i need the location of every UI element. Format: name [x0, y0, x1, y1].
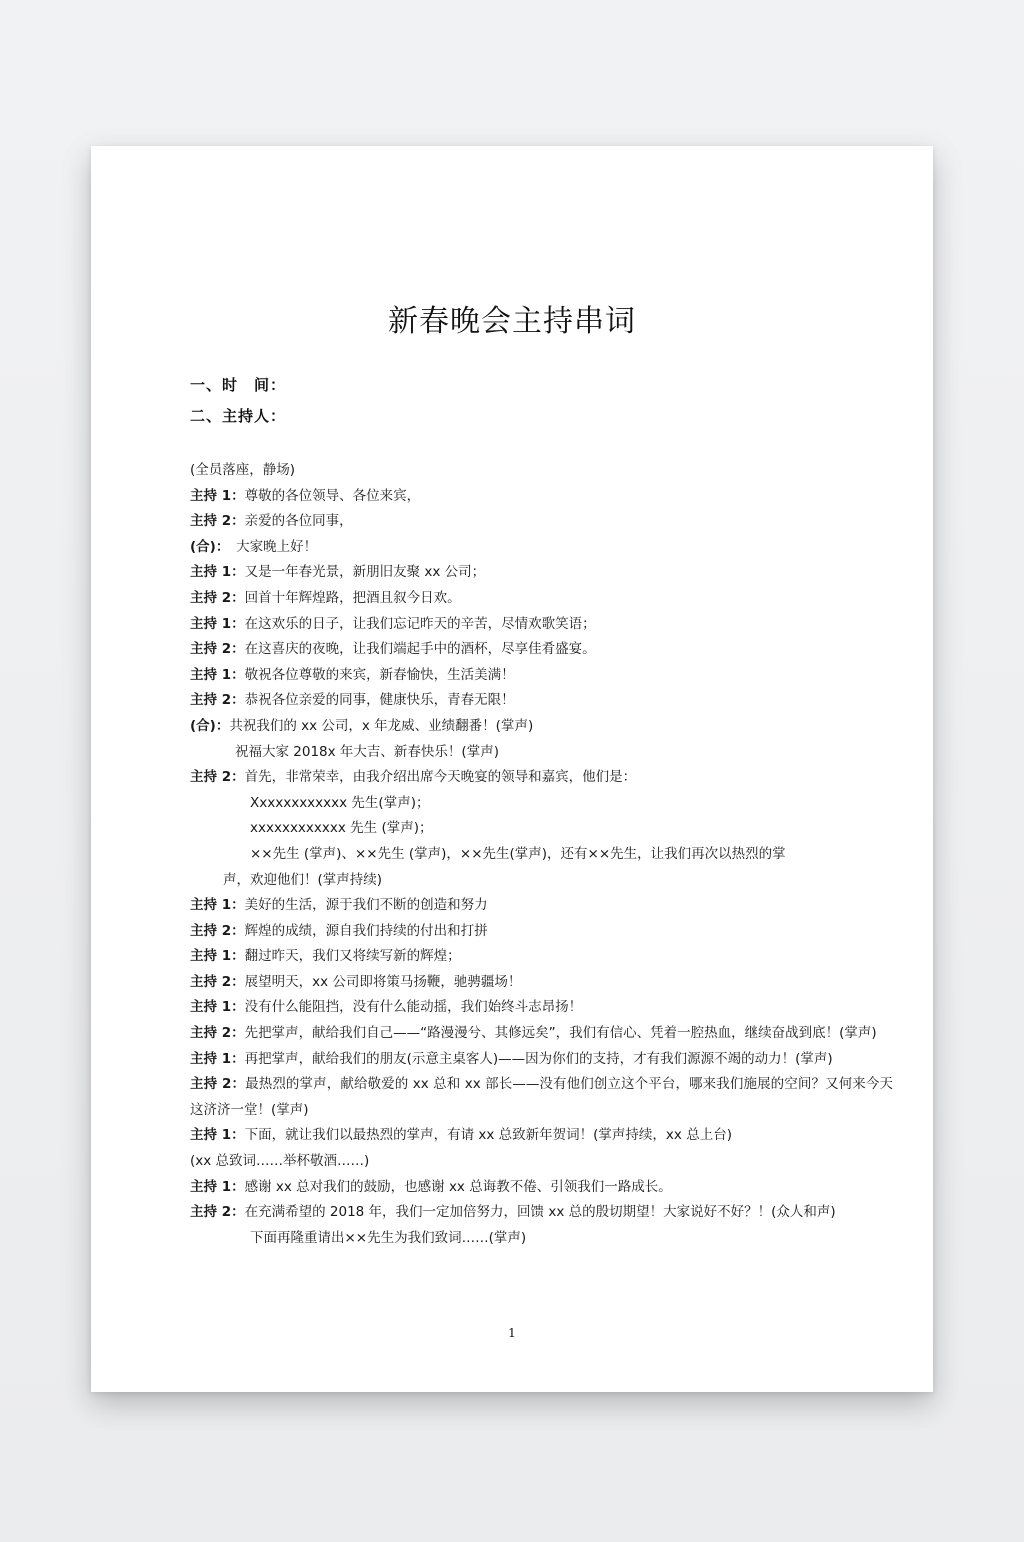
- script-line: [190, 765, 893, 791]
- host-heading: 二、主持人：: [190, 407, 287, 425]
- line-text: 辉煌的成绩，源自我们持续的付出和打拼: [244, 922, 488, 939]
- script-line: [190, 1123, 893, 1149]
- line-text: 共祝我们的 xx 公司，x 年龙威、业绩翻番！(掌声): [229, 717, 534, 734]
- speaker-label: 主持 2：: [190, 692, 245, 709]
- time-heading: 一、时 间：: [190, 376, 287, 394]
- script-line: [190, 509, 893, 535]
- script-line: [190, 995, 893, 1021]
- line-text: 没有什么能阻挡，没有什么能动摇，我们始终斗志昂扬！: [244, 999, 583, 1016]
- line-text: Xxxxxxxxxxxx 先生(掌声)；: [250, 794, 430, 811]
- line-text: xxxxxxxxxxxx 先生 (掌声)；: [250, 820, 433, 837]
- script-line: [190, 484, 893, 510]
- line-text: 先把掌声，献给我们自己——“路漫漫兮、其修远矣”，我们有信心、凭着一腔热血，继续奋战到底！(掌声): [244, 1025, 877, 1042]
- speaker-label: 主持 2：: [190, 641, 245, 658]
- speaker-label: 主持 2：: [190, 589, 245, 606]
- speaker-label: 主持 2：: [190, 1204, 245, 1221]
- line-text: 声，欢迎他们！(掌声持续): [223, 871, 383, 888]
- line-text: 展望明天，xx 公司即将策马扬鞭，驰骋疆场！: [244, 973, 522, 990]
- speaker-label: 主持 1：: [190, 1050, 245, 1067]
- line-text: (xx 总致词……举杯敬酒……): [190, 1153, 370, 1170]
- script-line: [190, 535, 893, 561]
- line-text: 感谢 xx 总对我们的鼓励，也感谢 xx 总诲教不倦、引领我们一路成长。: [244, 1178, 672, 1195]
- line-text: 敬祝各位尊敬的来宾，新春愉快，生活美满！: [244, 666, 515, 683]
- line-text: 在充满希望的 2018 年，我们一定加倍努力，回馈 xx 总的殷切期望！大家说好不好？！(众人和声): [244, 1204, 836, 1221]
- script-line: [190, 1226, 893, 1252]
- speaker-label: 主持 2：: [190, 513, 245, 530]
- script-line: [190, 919, 893, 945]
- line-text: 祝福大家 2018x 年大吉、新春快乐！(掌声): [235, 743, 499, 760]
- script-line: [190, 893, 893, 919]
- speaker-label: 主持 1：: [190, 897, 245, 914]
- speaker-label: 主持 2：: [190, 1025, 245, 1042]
- speaker-label: 主持 1：: [190, 1127, 245, 1144]
- line-text: 最热烈的掌声，献给敬爱的 xx 总和 xx 部长——没有他们创立这个平台，哪来我们施展的空间？又何来今天这济济一堂！(掌声): [190, 1076, 894, 1118]
- script-line: [190, 970, 893, 996]
- script-line: [190, 868, 893, 894]
- document-page: [91, 146, 933, 1392]
- script-line: [190, 637, 893, 663]
- line-text: (全员落座，静场): [190, 462, 296, 478]
- speaker-label: 主持 1：: [190, 999, 245, 1016]
- script-body: [190, 458, 893, 1251]
- line-text: 再把掌声，献给我们的朋友(示意主桌客人)——因为你们的支持，才有我们源源不竭的动力！(掌声): [244, 1050, 833, 1067]
- speaker-label: 主持 2：: [190, 1076, 246, 1093]
- speaker-label: 主持 1：: [190, 564, 245, 581]
- script-line: [190, 586, 893, 612]
- speaker-label: 主持 1：: [190, 615, 245, 632]
- speaker-label: (合)：: [190, 717, 230, 734]
- speaker-label: 主持 1：: [190, 666, 245, 683]
- script-line: [190, 1072, 893, 1123]
- line-text: 下面，就让我们以最热烈的掌声，有请 xx 总致新年贺词！(掌声持续，xx 总上台): [244, 1127, 732, 1144]
- line-text: 下面再隆重请出××先生为我们致词……(掌声): [250, 1229, 527, 1246]
- script-line: [190, 663, 893, 689]
- line-text: 翻过昨天，我们又将续写新的辉煌；: [244, 948, 461, 965]
- script-line: [190, 688, 893, 714]
- script-line: [190, 1200, 893, 1226]
- line-text: 大家晚上好！: [222, 538, 318, 555]
- line-text: 亲爱的各位同事，: [244, 513, 353, 530]
- line-text: 回首十年辉煌路，把酒且叙今日欢。: [244, 589, 461, 606]
- speaker-label: 主持 2：: [190, 922, 245, 939]
- script-line: [190, 1047, 893, 1073]
- line-text: ××先生 (掌声)、××先生 (掌声)，××先生(掌声)，还有××先生，让我们再次以热烈的掌: [250, 845, 786, 862]
- page-number: 1: [508, 1326, 516, 1340]
- line-text: 又是一年春光景，新朋旧友聚 xx 公司；: [244, 564, 486, 581]
- speaker-label: (合)：: [190, 538, 223, 555]
- speaker-label: 主持 1：: [190, 487, 245, 504]
- speaker-label: 主持 2：: [190, 769, 245, 786]
- line-text: 尊敬的各位领导、各位来宾，: [244, 487, 421, 504]
- line-text: 美好的生活，源于我们不断的创造和努力: [244, 897, 488, 914]
- line-text: 首先，非常荣幸，由我介绍出席今天晚宴的领导和嘉宾，他们是：: [244, 769, 637, 786]
- script-line: [190, 842, 893, 868]
- speaker-label: 主持 1：: [190, 948, 245, 965]
- script-line: [190, 612, 893, 638]
- script-line: [190, 740, 893, 766]
- line-text: 在这欢乐的日子，让我们忘记昨天的辛苦，尽情欢歌笑语；: [244, 615, 596, 632]
- script-line: [190, 791, 893, 817]
- script-line: [190, 1149, 893, 1175]
- line-text: 恭祝各位亲爱的同事，健康快乐，青春无限！: [244, 692, 515, 709]
- script-line: [190, 1021, 893, 1047]
- speaker-label: 主持 1：: [190, 1178, 245, 1195]
- script-line: [190, 1175, 893, 1201]
- speaker-label: 主持 2：: [190, 973, 245, 990]
- page-title: 新春晚会主持串词: [388, 304, 636, 339]
- line-text: 在这喜庆的夜晚，让我们端起手中的酒杯，尽享佳肴盛宴。: [244, 641, 596, 658]
- script-line: [190, 944, 893, 970]
- script-line: [190, 560, 893, 586]
- script-line: [190, 714, 893, 740]
- script-line: [190, 458, 893, 484]
- script-line: [190, 816, 893, 842]
